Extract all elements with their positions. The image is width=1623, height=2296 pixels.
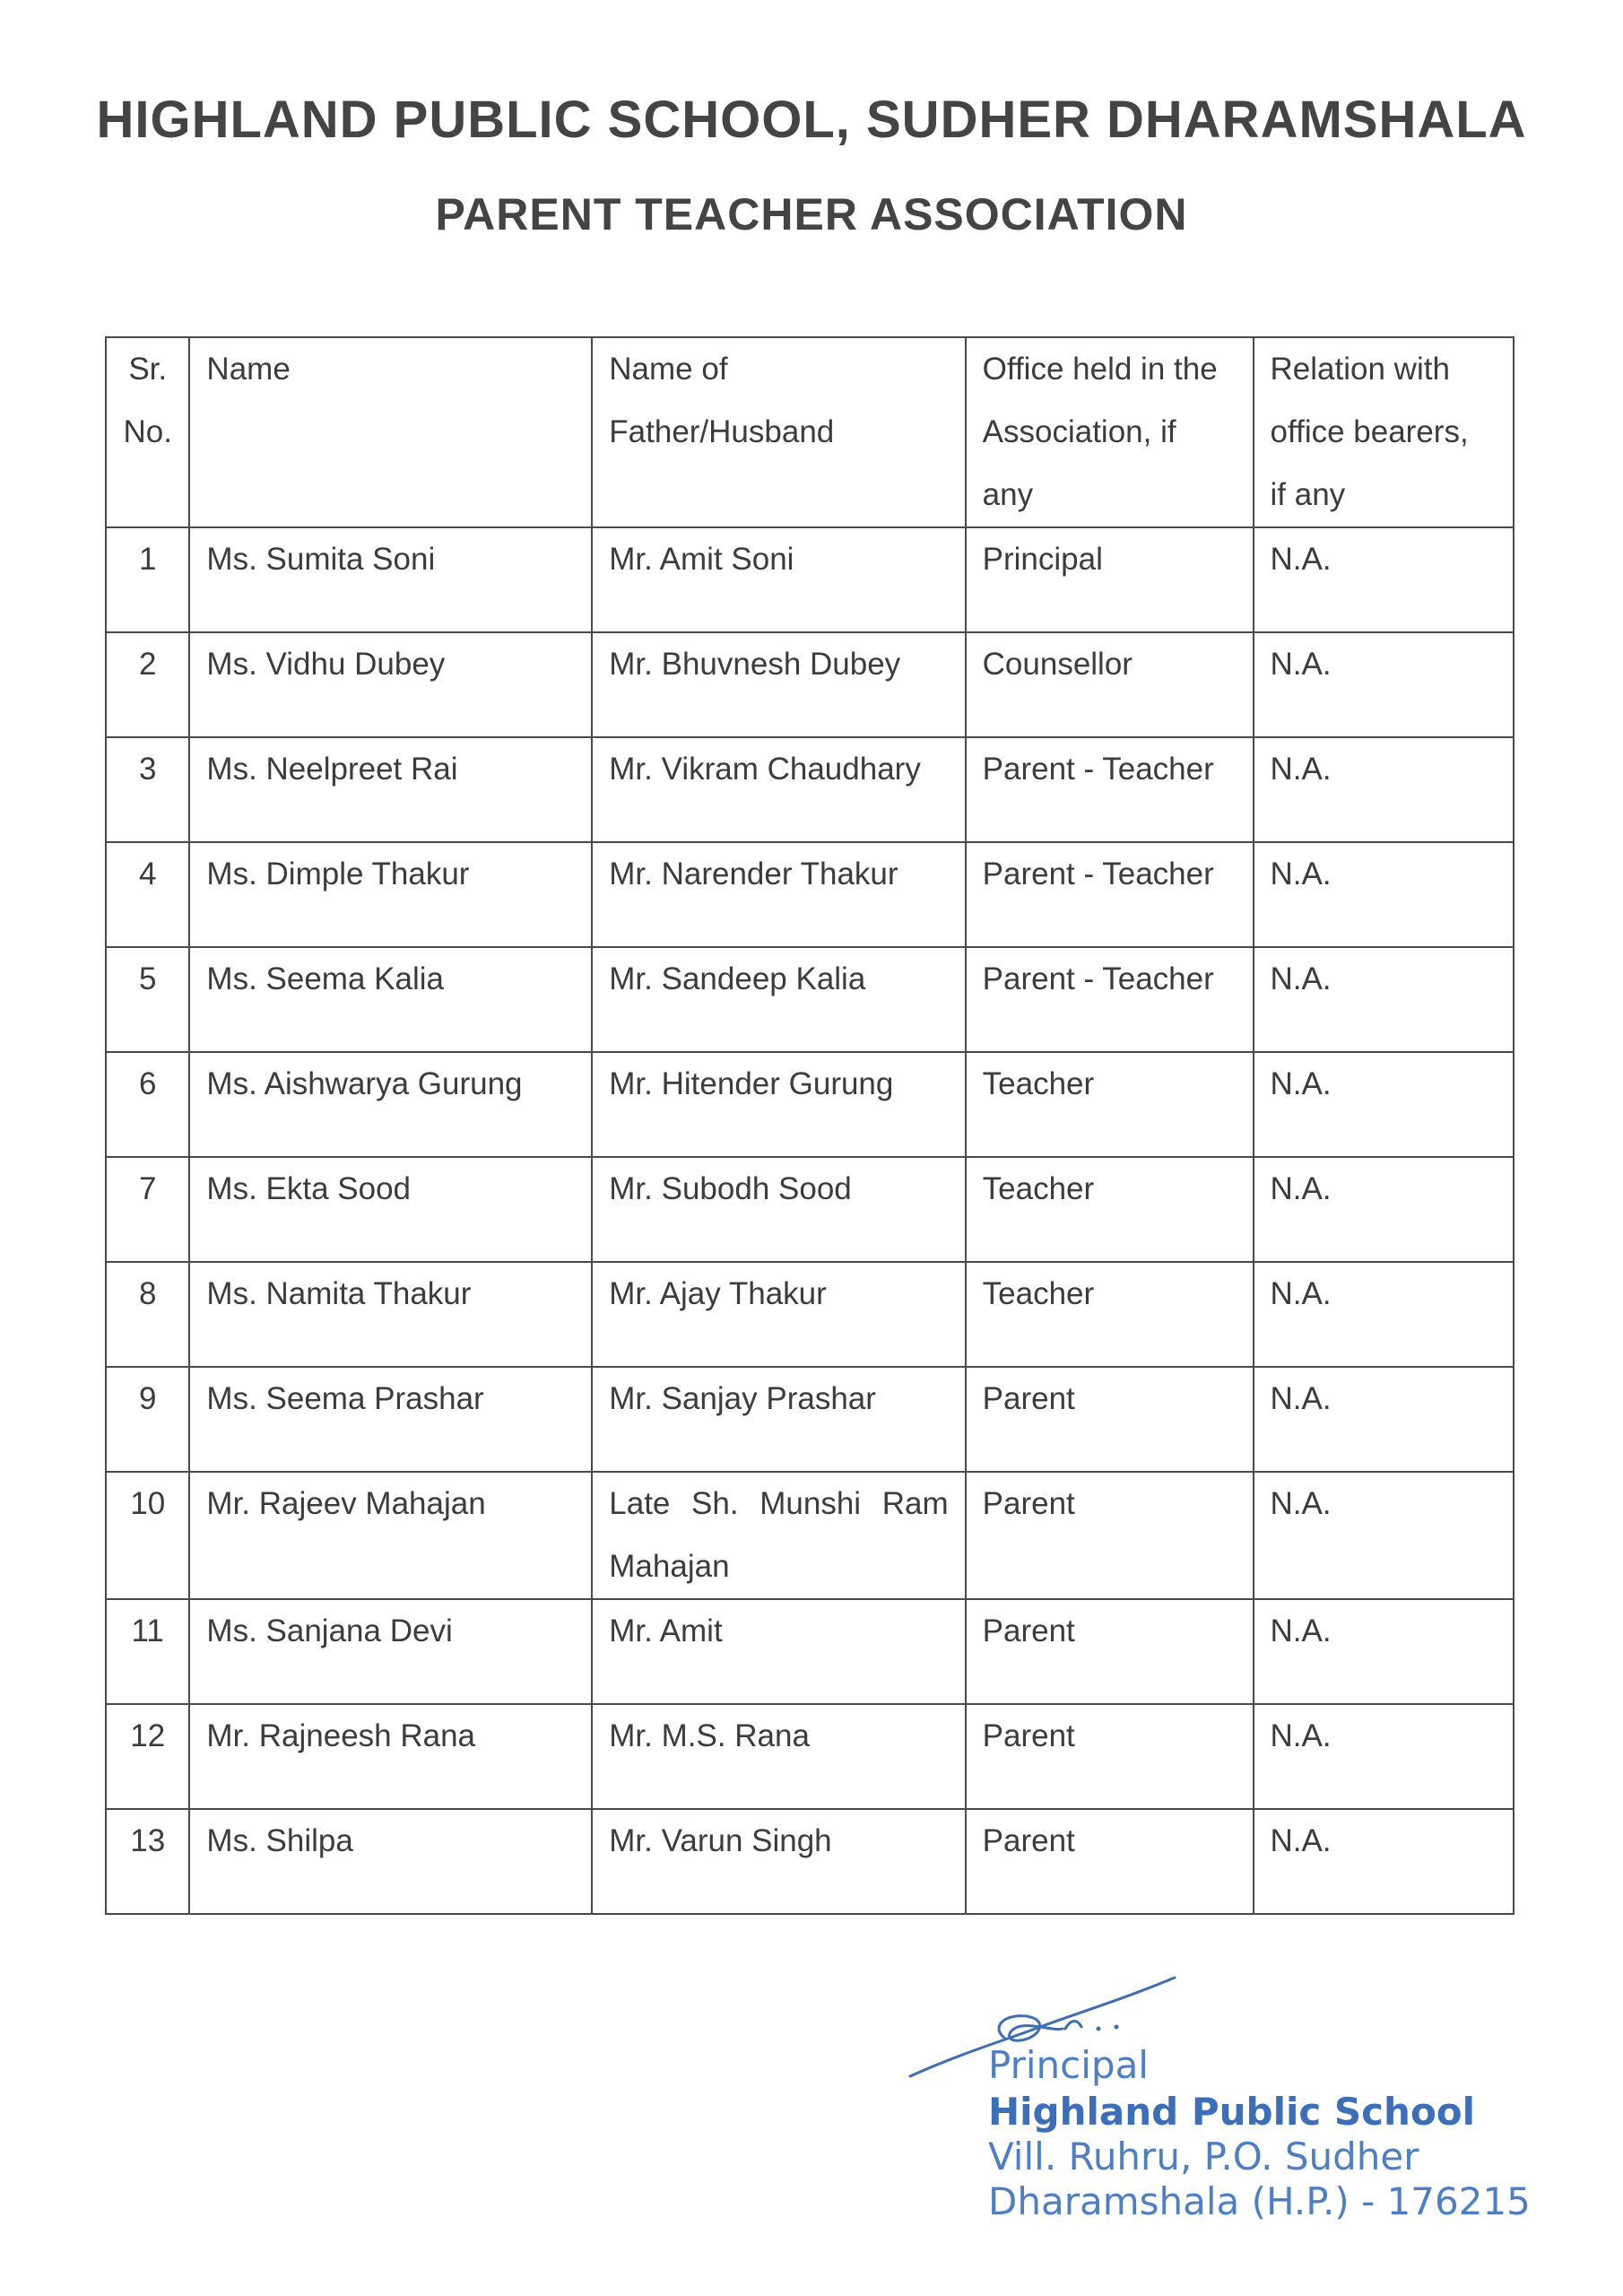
cell-relation: N.A. (1254, 1052, 1514, 1157)
header-father-line2: Father/Husband (609, 414, 835, 449)
school-title: HIGHLAND PUBLIC SCHOOL, SUDHER DHARAMSHALA (96, 91, 1527, 149)
cell-sr: 6 (106, 1052, 189, 1157)
cell-father: Mr. Hitender Gurung (592, 1052, 965, 1157)
cell-father: Mr. Subodh Sood (592, 1157, 965, 1262)
cell-father: Mr. Amit Soni (592, 527, 965, 632)
stamp-address-line2: Dharamshala (H.P.) - 176215 (988, 2179, 1531, 2223)
cell-sr: 2 (106, 632, 189, 737)
cell-sr: 12 (106, 1704, 189, 1809)
cell-sr: 8 (106, 1262, 189, 1367)
header-office-line2: Association, if (982, 414, 1176, 449)
cell-relation: N.A. (1254, 1367, 1514, 1472)
pta-members-table (105, 336, 1515, 1915)
cell-sr: 1 (106, 527, 189, 632)
cell-relation: N.A. (1254, 1262, 1514, 1367)
cell-father: Mr. Sanjay Prashar (592, 1367, 965, 1472)
cell-relation: N.A. (1254, 527, 1514, 632)
cell-office: Parent (966, 1599, 1254, 1704)
cell-office: Teacher (966, 1157, 1254, 1262)
header-father-husband (592, 337, 965, 527)
cell-father: Mr. Sandeep Kalia (592, 947, 965, 1052)
cell-relation: N.A. (1254, 1599, 1514, 1704)
table-row (106, 1367, 1514, 1472)
cell-relation: N.A. (1254, 1704, 1514, 1809)
cell-name: Ms. Vidhu Dubey (189, 632, 592, 737)
header-relation-line2: office bearers, (1270, 414, 1469, 449)
header-sr-line2: No. (123, 414, 172, 449)
cell-relation: N.A. (1254, 737, 1514, 842)
table-row (106, 527, 1514, 632)
cell-father: Mr. Varun Singh (592, 1809, 965, 1914)
cell-office: Teacher (966, 1052, 1254, 1157)
stamp-address-line1: Vill. Ruhru, P.O. Sudher (988, 2135, 1419, 2179)
cell-name: Ms. Ekta Sood (189, 1157, 592, 1262)
header-sr-line1: Sr. (128, 352, 168, 387)
cell-relation: N.A. (1254, 842, 1514, 947)
table-row (106, 737, 1514, 842)
cell-office: Parent - Teacher (966, 737, 1254, 842)
principal-stamp (906, 1964, 1533, 2233)
cell-relation: N.A. (1254, 632, 1514, 737)
header-relation-line3: if any (1270, 477, 1346, 512)
cell-name: Ms. Namita Thakur (189, 1262, 592, 1367)
cell-name: Ms. Seema Kalia (189, 947, 592, 1052)
table-row (106, 947, 1514, 1052)
cell-office: Teacher (966, 1262, 1254, 1367)
header-name (189, 337, 592, 527)
cell-father: Mr. Ajay Thakur (592, 1262, 965, 1367)
header-sr-no (106, 337, 189, 527)
cell-relation: N.A. (1254, 1472, 1514, 1599)
cell-office: Parent (966, 1809, 1254, 1914)
cell-office: Parent - Teacher (966, 947, 1254, 1052)
stamp-title: Principal (988, 2043, 1149, 2087)
cell-father: Mr. Amit (592, 1599, 965, 1704)
header-relation-line1: Relation with (1270, 352, 1450, 387)
cell-name: Ms. Seema Prashar (189, 1367, 592, 1472)
cell-relation: N.A. (1254, 1157, 1514, 1262)
cell-name: Ms. Aishwarya Gurung (189, 1052, 592, 1157)
cell-sr: 9 (106, 1367, 189, 1472)
stamp-school-name: Highland Public School (988, 2090, 1476, 2134)
cell-name: Ms. Sanjana Devi (189, 1599, 592, 1704)
cell-name: Ms. Dimple Thakur (189, 842, 592, 947)
cell-office: Parent (966, 1472, 1254, 1599)
cell-name: Ms. Neelpreet Rai (189, 737, 592, 842)
header-office-held (966, 337, 1254, 527)
cell-sr: 3 (106, 737, 189, 842)
cell-office: Principal (966, 527, 1254, 632)
cell-name: Ms. Shilpa (189, 1809, 592, 1914)
cell-office: Parent - Teacher (966, 842, 1254, 947)
header-office-line1: Office held in the (982, 352, 1218, 387)
table-row (106, 1262, 1514, 1367)
cell-sr: 4 (106, 842, 189, 947)
cell-sr: 13 (106, 1809, 189, 1914)
table-row (106, 1157, 1514, 1262)
cell-father: Mr. Bhuvnesh Dubey (592, 632, 965, 737)
header-name-line1: Name (206, 352, 291, 387)
cell-sr: 10 (106, 1472, 189, 1599)
cell-father: Mr. M.S. Rana (592, 1704, 965, 1809)
cell-father: Mr. Narender Thakur (592, 842, 965, 947)
table-row (106, 1809, 1514, 1914)
cell-name: Mr. Rajeev Mahajan (189, 1472, 592, 1599)
table-row (106, 1472, 1514, 1599)
header-relation (1254, 337, 1514, 527)
header-office-line3: any (982, 477, 1034, 512)
table-row (106, 842, 1514, 947)
header-father-line1: Name of (609, 352, 728, 387)
cell-father: Late Sh. Munshi Ram Mahajan (592, 1472, 965, 1599)
table-row (106, 1052, 1514, 1157)
cell-office: Parent (966, 1704, 1254, 1809)
table-row (106, 1599, 1514, 1704)
table-header-row (106, 337, 1514, 527)
table-row (106, 632, 1514, 737)
cell-sr: 7 (106, 1157, 189, 1262)
cell-name: Mr. Rajneesh Rana (189, 1704, 592, 1809)
cell-sr: 5 (106, 947, 189, 1052)
table-row (106, 1704, 1514, 1809)
cell-relation: N.A. (1254, 1809, 1514, 1914)
cell-office: Parent (966, 1367, 1254, 1472)
association-title: PARENT TEACHER ASSOCIATION (435, 189, 1188, 239)
cell-office: Counsellor (966, 632, 1254, 737)
cell-relation: N.A. (1254, 947, 1514, 1052)
cell-father: Mr. Vikram Chaudhary (592, 737, 965, 842)
cell-name: Ms. Sumita Soni (189, 527, 592, 632)
cell-sr: 11 (106, 1599, 189, 1704)
